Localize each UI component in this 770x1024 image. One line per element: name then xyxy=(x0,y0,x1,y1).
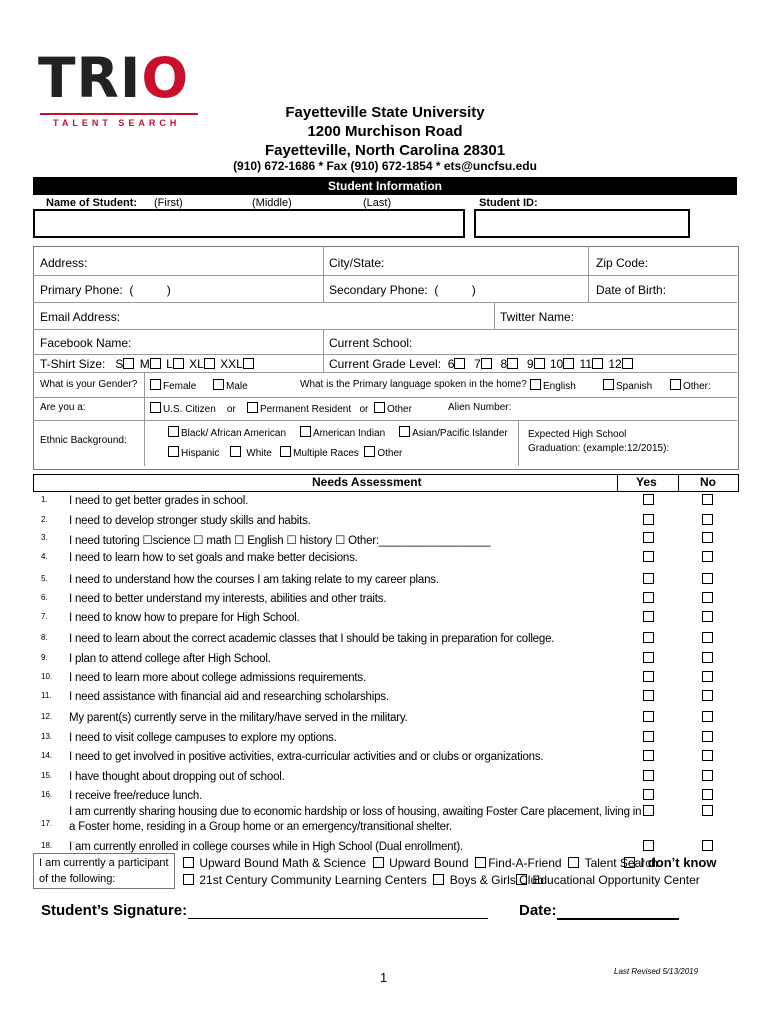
female-checkbox[interactable] xyxy=(150,379,161,390)
facebook-label: Facebook Name: xyxy=(40,336,132,350)
needs-item-text: I am currently enrolled in college courses while in High School (Dual enrollment). xyxy=(69,841,463,853)
other-ethnic-label: Other xyxy=(377,448,403,459)
col-line xyxy=(518,420,519,466)
dob-label: Date of Birth: xyxy=(596,283,667,297)
needs-yes-checkbox[interactable] xyxy=(643,750,654,761)
student-name-field[interactable] xyxy=(33,209,465,238)
col-line xyxy=(588,246,589,302)
male-label: Male xyxy=(226,381,248,392)
needs-item-text: I need assistance with financial aid and researching scholarships. xyxy=(69,691,389,703)
needs-item-number: 17. xyxy=(41,819,53,828)
grad-label-2: Graduation: (example:12/2015): xyxy=(528,443,670,454)
black-label: Black/ African American xyxy=(181,428,287,439)
needs-item-text: I plan to attend college after High School. xyxy=(69,653,271,665)
row-line xyxy=(33,354,737,355)
needs-yes-checkbox[interactable] xyxy=(643,632,654,643)
american-indian-checkbox[interactable] xyxy=(300,426,311,437)
name-label: Name of Student: xyxy=(46,197,138,209)
row-line xyxy=(33,397,737,398)
hispanic-checkbox[interactable] xyxy=(168,446,179,457)
needs-no-checkbox[interactable] xyxy=(702,592,713,603)
grade-10-checkbox[interactable] xyxy=(563,358,574,369)
size-xl-label: XL xyxy=(189,357,204,371)
grade-12-checkbox[interactable] xyxy=(622,358,633,369)
needs-item-text: I am currently sharing housing due to economic hardship or loss of housing, awaiting Foster Care placement, living in xyxy=(69,806,642,818)
are-you-label: Are you a: xyxy=(40,402,86,413)
needs-no-checkbox[interactable] xyxy=(702,551,713,562)
grade-8-label: 8 xyxy=(500,357,508,371)
dont-know-checkbox[interactable] xyxy=(624,857,635,868)
grade-9-checkbox[interactable] xyxy=(534,358,545,369)
gender-question: What is your Gender? xyxy=(40,379,138,390)
grade-10-label: 10 xyxy=(549,357,564,371)
male-checkbox[interactable] xyxy=(213,379,224,390)
english-option xyxy=(530,379,576,392)
needs-item-number: 3. xyxy=(41,533,48,542)
size-m-label: M xyxy=(139,357,150,371)
size-xxl-checkbox[interactable] xyxy=(243,358,254,369)
signature-line[interactable] xyxy=(188,918,488,919)
spanish-label: Spanish xyxy=(616,381,653,392)
size-xl-checkbox[interactable] xyxy=(204,358,215,369)
address-label: Address: xyxy=(40,256,88,270)
needs-yes-checkbox[interactable] xyxy=(643,494,654,505)
secondary-phone-label: Secondary Phone: ( ) xyxy=(329,283,476,297)
needs-no-checkbox[interactable] xyxy=(702,789,713,800)
first-label: (First) xyxy=(154,197,183,209)
logo-text: TRI xyxy=(38,46,142,110)
needs-yes-checkbox[interactable] xyxy=(643,671,654,682)
participant-row-2 xyxy=(183,873,544,887)
needs-item-number: 10. xyxy=(41,672,53,681)
grad-label-1: Expected High School xyxy=(528,429,627,440)
ethnic-row-2 xyxy=(168,446,402,459)
american-indian-label: American Indian xyxy=(312,428,386,439)
divider xyxy=(33,194,737,195)
row-line xyxy=(33,302,737,303)
yes-header: Yes xyxy=(636,475,657,489)
col-line xyxy=(678,474,679,491)
student-id-label: Student ID: xyxy=(479,197,538,209)
size-s-checkbox[interactable] xyxy=(123,358,134,369)
grade-12-label: 12 xyxy=(608,357,622,371)
boys-girls-label: Boys & Girls Club xyxy=(449,873,544,887)
needs-yes-checkbox[interactable] xyxy=(643,805,654,816)
needs-yes-checkbox[interactable] xyxy=(643,611,654,622)
upward-math-label: Upward Bound Math & Science xyxy=(199,856,367,870)
talent-search-label: Talent Search xyxy=(584,856,658,870)
dont-know-option xyxy=(624,855,716,870)
spanish-option xyxy=(603,379,652,392)
org-name: Fayetteville State University xyxy=(285,104,485,121)
needs-title: Needs Assessment xyxy=(312,475,422,489)
needs-yes-checkbox[interactable] xyxy=(643,551,654,562)
hispanic-label: Hispanic xyxy=(181,448,220,459)
grade-7-label: 7 xyxy=(474,357,481,371)
col-line xyxy=(323,246,324,302)
needs-yes-checkbox[interactable] xyxy=(643,711,654,722)
spanish-checkbox[interactable] xyxy=(603,379,614,390)
page-number: 1 xyxy=(380,970,388,985)
eoc-option xyxy=(516,873,700,887)
english-checkbox[interactable] xyxy=(530,379,541,390)
find-a-friend-checkbox[interactable] xyxy=(475,857,486,868)
grade-11-checkbox[interactable] xyxy=(592,358,603,369)
org-city: Fayetteville, North Carolina 28301 xyxy=(264,142,506,159)
grade-6-label: 6 xyxy=(447,357,455,371)
needs-no-checkbox[interactable] xyxy=(702,573,713,584)
us-citizen-checkbox[interactable] xyxy=(150,402,161,413)
asian-checkbox[interactable] xyxy=(399,426,410,437)
multiple-races-label: Multiple Races xyxy=(293,448,359,459)
student-info-header: Student Information xyxy=(33,177,737,195)
cclc-checkbox[interactable] xyxy=(183,874,194,885)
email-label: Email Address: xyxy=(40,310,121,324)
needs-yes-checkbox[interactable] xyxy=(643,532,654,543)
col-line xyxy=(494,302,495,329)
other-ethnic-checkbox[interactable] xyxy=(364,446,375,457)
needs-yes-checkbox[interactable] xyxy=(643,514,654,525)
needs-item-text: I need to develop stronger study skills and habits. xyxy=(69,515,311,527)
needs-yes-checkbox[interactable] xyxy=(643,573,654,584)
revised-date: Last Revised 5/13/2019 xyxy=(614,967,699,976)
grade-label: Current Grade Level: xyxy=(329,357,442,371)
needs-item-text: I have thought about dropping out of school. xyxy=(69,771,285,783)
needs-no-checkbox[interactable] xyxy=(702,514,713,525)
needs-no-checkbox[interactable] xyxy=(702,805,713,816)
needs-yes-checkbox[interactable] xyxy=(643,652,654,663)
needs-item-text: I receive free/reduce lunch. xyxy=(69,790,203,802)
tshirt-label: T-Shirt Size: xyxy=(40,357,106,371)
other-language-option xyxy=(670,379,711,392)
org-address: 1200 Murchison Road xyxy=(307,123,463,140)
col-line xyxy=(617,474,618,491)
needs-item-number: 5. xyxy=(41,574,48,583)
row-line xyxy=(33,372,737,373)
needs-no-checkbox[interactable] xyxy=(702,731,713,742)
needs-no-checkbox[interactable] xyxy=(702,711,713,722)
needs-item-text-line2: a Foster home, residing in a Group home or an emergency/transitional shelter. xyxy=(69,821,452,833)
needs-item-text: I need to better understand my interests, abilities and other traits. xyxy=(69,593,387,605)
needs-item-text: I need to learn more about college admissions requirements. xyxy=(69,672,366,684)
ethnic-row-1 xyxy=(168,426,508,439)
size-l-checkbox[interactable] xyxy=(173,358,184,369)
language-question: What is the Primary language spoken in the home? xyxy=(300,379,527,390)
needs-item-number: 8. xyxy=(41,633,48,642)
needs-item-number: 11. xyxy=(41,691,52,700)
needs-yes-checkbox[interactable] xyxy=(643,592,654,603)
grade-11-label: 11 xyxy=(579,357,593,371)
needs-item-number: 9. xyxy=(41,653,48,662)
primary-phone-label: Primary Phone: ( ) xyxy=(40,283,171,297)
eoc-checkbox[interactable] xyxy=(516,874,527,885)
other-residency-checkbox[interactable] xyxy=(374,402,385,413)
needs-yes-checkbox[interactable] xyxy=(643,731,654,742)
needs-item-number: 4. xyxy=(41,552,48,561)
needs-item-number: 15. xyxy=(41,771,53,780)
ethnic-label: Ethnic Background: xyxy=(40,435,127,446)
date-line[interactable] xyxy=(557,918,679,920)
size-l-label: L xyxy=(166,357,173,371)
no-header: No xyxy=(700,475,716,489)
middle-label: (Middle) xyxy=(252,197,292,209)
upward-math-checkbox[interactable] xyxy=(183,857,194,868)
other-language-checkbox[interactable] xyxy=(670,379,681,390)
needs-item-number: 12. xyxy=(41,712,53,721)
twitter-label: Twitter Name: xyxy=(500,310,575,324)
white-label: White xyxy=(246,448,272,459)
english-label: English xyxy=(543,381,576,392)
grade-6-checkbox[interactable] xyxy=(454,358,465,369)
needs-item-text: I need to visit college campuses to explore my options. xyxy=(69,732,337,744)
size-m-checkbox[interactable] xyxy=(150,358,161,369)
col-line xyxy=(323,329,324,372)
logo-text-o: O xyxy=(141,46,190,110)
female-label: Female xyxy=(163,381,197,392)
size-s-label: S xyxy=(115,357,124,371)
school-label: Current School: xyxy=(329,336,413,350)
needs-no-checkbox[interactable] xyxy=(702,532,713,543)
needs-item-text: I need to learn about the correct academic classes that I should be taking in preparation for college. xyxy=(69,633,555,645)
needs-item-text: I need tutoring ☐science ☐ math ☐ English ☐ history ☐ Other:__________________ xyxy=(69,535,491,547)
needs-yes-checkbox[interactable] xyxy=(643,770,654,781)
needs-item-number: 2. xyxy=(41,515,48,524)
row-line xyxy=(33,329,737,330)
needs-no-checkbox[interactable] xyxy=(702,690,713,701)
needs-no-checkbox[interactable] xyxy=(702,611,713,622)
needs-item-text: I need to know how to prepare for High School. xyxy=(69,612,300,624)
talent-search-checkbox[interactable] xyxy=(568,857,579,868)
needs-yes-checkbox[interactable] xyxy=(643,789,654,800)
or-label: or xyxy=(226,404,236,415)
logo-subtitle: TALENT SEARCH xyxy=(53,118,181,128)
needs-item-number: 1. xyxy=(41,495,48,504)
grade-9-label: 9 xyxy=(526,357,534,371)
needs-no-checkbox[interactable] xyxy=(702,652,713,663)
signature-label: Student’s Signature: xyxy=(41,902,188,919)
needs-item-text: I need to understand how the courses I am taking relate to my career plans. xyxy=(69,574,439,586)
participant-label-1: I am currently a participant xyxy=(39,857,169,869)
asian-label: Asian/Pacific Islander xyxy=(412,428,508,439)
permanent-resident-checkbox[interactable] xyxy=(247,402,258,413)
needs-item-number: 13. xyxy=(41,732,53,741)
upward-bound-checkbox[interactable] xyxy=(373,857,384,868)
needs-yes-checkbox[interactable] xyxy=(643,840,654,851)
zip-label: Zip Code: xyxy=(596,256,649,270)
grade-row xyxy=(329,357,635,371)
grade-7-checkbox[interactable] xyxy=(481,358,492,369)
needs-item-text: I need to get involved in positive activities, extra-curricular activities and or clubs or organizations. xyxy=(69,751,544,763)
white-checkbox[interactable] xyxy=(230,446,241,457)
residency-options xyxy=(150,402,412,415)
col-line xyxy=(144,372,145,466)
cclc-label: 21st Century Community Learning Centers xyxy=(199,873,427,887)
city-state-label: City/State: xyxy=(329,256,385,270)
row-line xyxy=(33,275,737,276)
needs-item-number: 14. xyxy=(41,751,53,760)
student-id-field[interactable] xyxy=(474,209,690,238)
dont-know-label: I don’t know xyxy=(640,855,717,870)
us-citizen-label: U.S. Citizen xyxy=(163,404,216,415)
trio-logo xyxy=(38,48,189,108)
org-contact: (910) 672-1686 * Fax (910) 672-1854 * ets@uncfsu.edu xyxy=(233,159,537,173)
tshirt-row xyxy=(40,357,256,371)
last-label: (Last) xyxy=(363,197,392,209)
needs-no-checkbox[interactable] xyxy=(702,770,713,781)
needs-item-number: 7. xyxy=(41,612,48,621)
eoc-label: Educational Opportunity Center xyxy=(532,873,700,887)
needs-item-text: I need to learn how to set goals and make better decisions. xyxy=(69,552,358,564)
needs-no-checkbox[interactable] xyxy=(702,840,713,851)
size-xxl-label: XXL xyxy=(220,357,243,371)
or-label: or xyxy=(359,404,369,415)
boys-girls-checkbox[interactable] xyxy=(433,874,444,885)
needs-item-number: 18. xyxy=(41,841,53,850)
date-label: Date: xyxy=(519,902,557,919)
female-option xyxy=(150,379,196,392)
permanent-resident-label: Permanent Resident xyxy=(259,404,352,415)
other-language-label: Other: xyxy=(683,381,711,392)
grade-8-checkbox[interactable] xyxy=(507,358,518,369)
participant-label-2: of the following: xyxy=(39,873,116,885)
male-option xyxy=(213,379,248,392)
participant-row-1 xyxy=(183,856,658,870)
black-checkbox[interactable] xyxy=(168,426,179,437)
find-a-friend-label: Find-A-Friend xyxy=(488,856,562,870)
needs-yes-checkbox[interactable] xyxy=(643,690,654,701)
needs-no-checkbox[interactable] xyxy=(702,671,713,682)
needs-no-checkbox[interactable] xyxy=(702,632,713,643)
needs-item-number: 16. xyxy=(41,790,53,799)
needs-no-checkbox[interactable] xyxy=(702,494,713,505)
needs-no-checkbox[interactable] xyxy=(702,750,713,761)
needs-item-text: I need to get better grades in school. xyxy=(69,495,249,507)
row-line xyxy=(33,420,737,421)
upward-bound-label: Upward Bound xyxy=(389,856,469,870)
needs-item-text: My parent(s) currently serve in the military/have served in the military. xyxy=(69,712,408,724)
needs-item-number: 6. xyxy=(41,593,48,602)
alien-number-label: Alien Number: xyxy=(448,402,512,413)
other-residency-label: Other xyxy=(386,404,412,415)
multiple-races-checkbox[interactable] xyxy=(280,446,291,457)
